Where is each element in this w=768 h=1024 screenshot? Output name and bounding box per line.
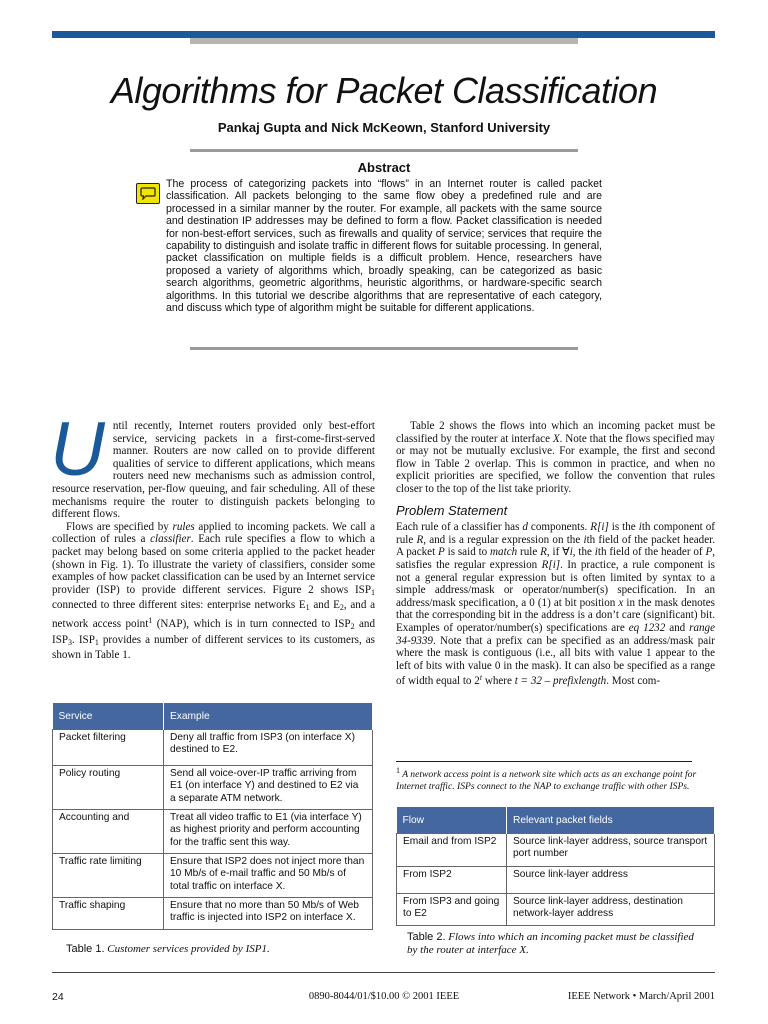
classifier-paragraph: Flows are specified by rules applied to incoming packets. We call a collection of rules a classifier. Each rule specifies a flow to which a packet may belong based on some criteria applied to the packet header (shown in Fig. 1). To illustrate the variety of classifiers, consider some examples of how packet classification can be used by an Internet service provider (ISP) to provide different services. Figure 2 shows $ISP_1$ connected to three different sites: enterprise networks $E_1$ and $E_2$, and a network access point$^1$ (NAP), which is in turn connected to $ISP_2$ and $ISP_3$. $ISP_1$ provides a number of different services to its customers, as shown in Table 1. — [52, 520, 375, 662]
abstract-heading: Abstract — [357, 160, 411, 175]
table-2 — [396, 807, 715, 926]
footer-journal: IEEE Network • March/April 2001 — [567, 991, 715, 1002]
comment-icon[interactable] — [136, 183, 160, 204]
footnote-rule — [396, 761, 692, 762]
table2-header-fields: Relevant packet fields — [507, 807, 715, 834]
table1-header-example: Example — [164, 703, 373, 730]
drop-cap: U — [50, 407, 105, 492]
abstract-rule-top — [190, 149, 578, 152]
table-row: Traffic shaping Ensure that no more than 50 Mb/s of Web traffic is injected into ISP2 on interface X. — [53, 898, 373, 930]
table1-caption: Table 1. Customer services provided by ISP1. — [66, 943, 270, 955]
abstract-rule-bottom — [190, 347, 578, 350]
footer-rule — [52, 972, 715, 973]
table-row: Email and from ISP2 Source link-layer address, source transport port number — [397, 834, 715, 867]
table-row: Packet filtering Deny all traffic from ISP3 (on interface X) destined to E2. — [53, 730, 373, 766]
article-authors: Pankaj Gupta and Nick McKeown, Stanford University — [217, 120, 551, 135]
table-row: Accounting and Treat all video traffic to E1 (via interface Y) as highest priority and perform accounting for the traffic sent this way. — [53, 810, 373, 854]
table-row: Policy routing Send all voice-over-IP traffic arriving from E1 (on interface Y) and destined to E2 via a separate ATM network. — [53, 766, 373, 810]
table1-header-service: Service — [53, 703, 164, 730]
problem-statement-heading: Problem Statement — [396, 502, 508, 518]
body-column-right — [396, 420, 715, 688]
top-accent-bar — [52, 31, 715, 38]
table-row: From ISP2 Source link-layer address — [397, 867, 715, 894]
footer-copyright: 0890-8044/01/$10.00 © 2001 IEEE — [308, 991, 460, 1002]
table-row: From ISP3 and going to E2 Source link-layer address, destination network-layer address — [397, 894, 715, 926]
body-column-left — [50, 407, 375, 662]
top-accent-bar-gray — [190, 38, 578, 44]
table2-caption: Table 2. Flows into which an incoming packet must be classified by the router at interface X. — [407, 931, 694, 956]
page-number: 24 — [52, 991, 64, 1003]
abstract-text: The process of categorizing packets into “flows” in an Internet router is called packet classification. All packets belonging to the same flow obey a predefined rule and are processed in a similar manner by the router. For example, all packets with the same source and destination IP addresses may be defined to form a flow. Packet classification is needed for non-best-effort services, such as firewalls and quality of service; services that require the capability to distinguish and isolate traffic in different flows for suitable processing. In general, packet classification on multiple fields is a difficult problem. Hence, researchers have proposed a variety of algorithms which, broadly speaking, can be categorized as basic search algorithms, geometric algorithms, heuristic algorithms, or hardware-specific search algorithms. In this tutorial we describe algorithms that are representative of each category, and discuss which type of algorithm might be suitable for different applications. — [166, 178, 602, 315]
intro-paragraph: Until recently, Internet routers provided only best-effort service, servicing packets in a first-come-first-served manner. Routers are now called on to provide different qualities of service to different applications, which means routers need new mechanisms such as admission control, resource reservation, per-flow queuing, and fair scheduling. All of these mechanisms require the router to distinguish packets belonging to different flows. — [50, 407, 375, 521]
table-1 — [52, 703, 373, 930]
problem-statement-paragraph: Each rule of a classifier has d components. R[i] is the ith component of rule R, and is a regular expression on the ith field of the packet header. A packet P is said to match rule R, if ∀i, the ith field of the header of P, satisfies the regular expression R[i]. In practice, a rule component is not a general regular expression but is often limited by syntax to a simple address/mask or operator/number(s) specification. In an address/mask specification, a 0 (1) at bit position x in the mask denotes that the corresponding bit in the address is a don’t care (significant) bit. Examples of operator/number(s) specifications are eq 1232 and range 34-9339. Note that a prefix can be specified as an address/mask pair where the mask is contiguous (i.e., all bits with value 1 appear to the left of bits with value 0 in the mask). It can also be specified as a range of width equal to 2$^t$ where t = 32 – prefixlength. Most com- — [396, 521, 716, 688]
footnote: $^1$ A network access point is a network site which acts as an exchange point for Internet traffic. ISPs connect to the NAP to exchange traffic with other ISPs. — [396, 766, 697, 792]
table2-header-flow: Flow — [397, 807, 507, 834]
article-title: Algorithms for Packet Classification — [110, 70, 658, 111]
table-row: Traffic rate limiting Ensure that ISP2 does not inject more than 10 Mb/s of e-mail traffic and 50 Mb/s of total traffic on interface X. — [53, 854, 373, 898]
table2-intro-paragraph: Table 2 shows the flows into which an incoming packet must be classified by the router at interface X. Note that the flows specified may or may not be mutually exclusive. For example, the first and second flow in Table 2 overlap. This is common in practice, and when no explicit priorities are specified, we follow the convention that rules closer to the top of the list take priority. — [396, 420, 715, 495]
